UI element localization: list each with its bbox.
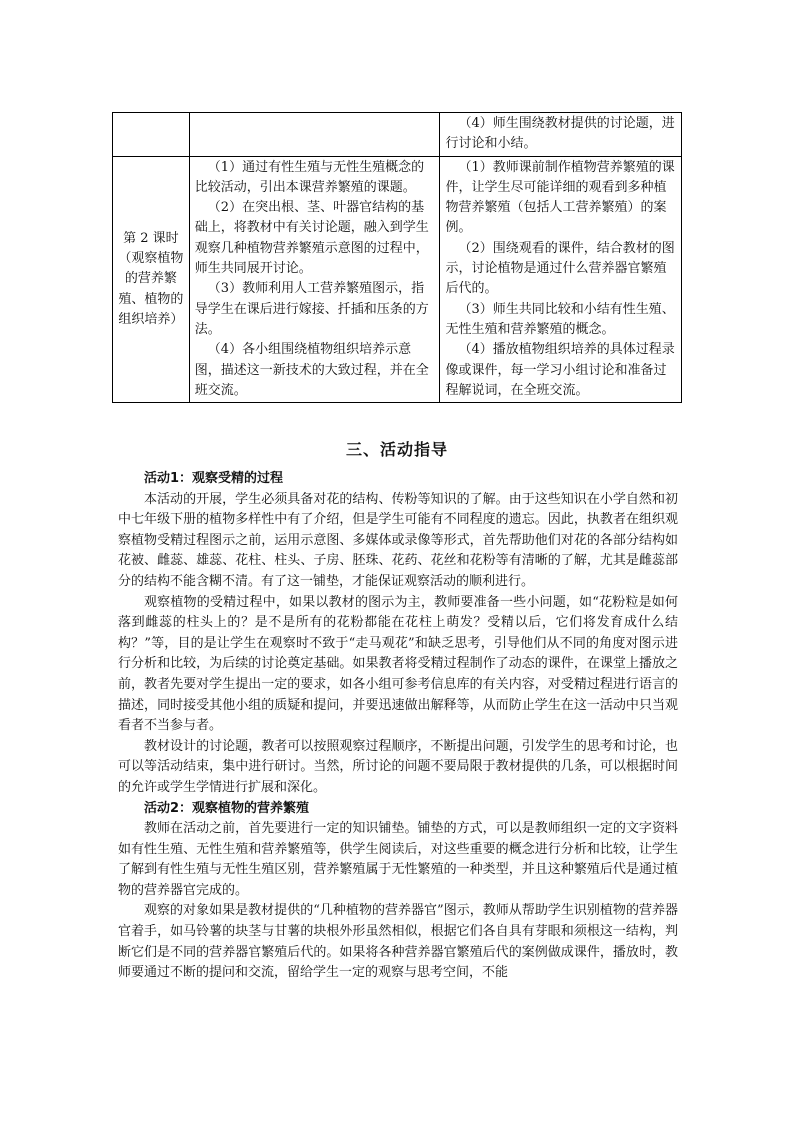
paragraph: 教材设计的讨论题，教者可以按照观察过程顺序，不断提出问题，引发学生的思考和讨论，也可以等活动结束，集中进行研讨。当然，所讨论的问题不要局限于教材提供的几条，可以根据时间的允许或学生学情进行扩展和深化。 xyxy=(118,738,678,795)
table-cell-lesson: 第 2 课时（观察植物的营养繁殖、植物的组织培养） xyxy=(113,156,190,403)
paragraph: 本活动的开展，学生必须具备对花的结构、传粉等知识的了解。由于这些知识在小学自然和初中七年级下册的植物多样性中有了介绍，但是学生可能有不同程度的遗忘。因此，执教者在组织观察植物受精过程图示之前，运用示意图、多媒体或录像等形式，首先帮助他们对花的各部分结构如花被、雌蕊、雄蕊、花柱、柱头、子房、胚珠、花药、花丝和花粉等有清晰的了解，尤其是雌蕊部分的结构不能含糊不清。有了这一铺垫，才能保证观察活动的顺利进行。 xyxy=(118,491,678,589)
article-body xyxy=(118,469,678,984)
paragraph: 教师在活动之前，首先要进行一定的知识铺垫。铺垫的方式，可以是教师组织一定的文字资料如有性生殖、无性生殖和营养繁殖等，供学生阅读后，对这些重要的概念进行分析和比较，让学生了解到有性生殖与无性生殖区别，营养繁殖属于无性繁殖的一种类型，并且这种繁殖后代是通过植物的营养器官完成的。 xyxy=(118,821,678,898)
table-cell-activities xyxy=(189,113,440,157)
table-cell-text: （1）通过有性生殖与无性生殖概念的比较活动，引出本课营养繁殖的课题。 xyxy=(194,159,425,195)
table-cell-text: （2）在突出根、茎、叶器官结构的基础上，将教材中有关讨论题，融入到学生观察几种植物营养繁殖示意图的过程中，师生共同展开讨论。 xyxy=(194,200,429,277)
section-heading: 三、活动指导 xyxy=(345,440,448,459)
table-row xyxy=(113,156,682,403)
paragraph: 观察植物的受精过程中，如果以教材的图示为主，教师要准备一些小问题，如“花粉粒是如何落到雌蕊的柱头上的？是不是所有的花粉都能在花柱上萌发？受精以后，它们将发育成什么结构？”等，目的是让学生在观察时不致于“走马观花”和缺乏思考，引导他们从不同的角度对图示进行分析和比较，为后续的讨论奠定基础。如果教者将受精过程制作了动态的课件，在课堂上播放之前，教者先要对学生提出一定的要求，如各小组可参考信息库的有关内容，对受精过程进行语言的描述，同时接受其他小组的质疑和提问，并要迅速做出解释等，从而防止学生在这一活动中只当观看者不当参与者。 xyxy=(118,594,678,734)
table-cell-methods xyxy=(440,113,682,157)
table-cell-text: （4）各小组围绕植物组织培养示意图，描述这一新技术的大致过程，并在全班交流。 xyxy=(194,342,429,398)
table-cell-text: （2）围绕观看的课件，结合教材的图示，讨论植物是通过什么营养器官繁殖后代的。 xyxy=(445,240,675,297)
lesson-plan-table xyxy=(112,112,682,403)
table-row xyxy=(113,113,682,157)
table-cell-text: （4）播放植物组织培养的具体过程录像或课件，每一学习小组讨论和准备过程解说词，在全班交流。 xyxy=(445,342,675,398)
activity-2-title: 活动2：观察植物的营养繁殖 xyxy=(144,800,310,816)
activity-1-title: 活动1：观察受精的过程 xyxy=(144,471,284,486)
table-cell-text: （3）师生共同比较和小结有性生殖、无性生殖和营养繁殖的概念。 xyxy=(445,301,675,337)
table-cell-methods xyxy=(440,156,682,403)
table-cell-lesson xyxy=(113,113,190,157)
table-cell-activities xyxy=(189,156,440,403)
paragraph: 观察的对象如果是教材提供的“几种植物的营养器官”图示，教师从帮助学生识别植物的营养器官着手，如马铃薯的块茎与甘薯的块根外形虽然相似，根据它们各自具有芽眼和须根这一结构，判断它们是不同的营养器官繁殖后代的。如果将各种营养器官繁殖后代的案例做成课件，播放时，教师要通过不断的提问和交流，留给学生一定的观察与思考空间，不能 xyxy=(118,903,678,981)
table-cell-text: （4）师生围绕教材提供的讨论题，进行讨论和小结。 xyxy=(445,116,675,152)
table-cell-text: （1）教师课前制作植物营养繁殖的课件，让学生尽可能详细的观看到多种植物营养繁殖（包括人工营养繁殖）的案例。 xyxy=(445,159,675,236)
table-cell-text: （3）教师利用人工营养繁殖图示，指导学生在课后进行嫁接、扦插和压条的方法。 xyxy=(194,281,429,337)
